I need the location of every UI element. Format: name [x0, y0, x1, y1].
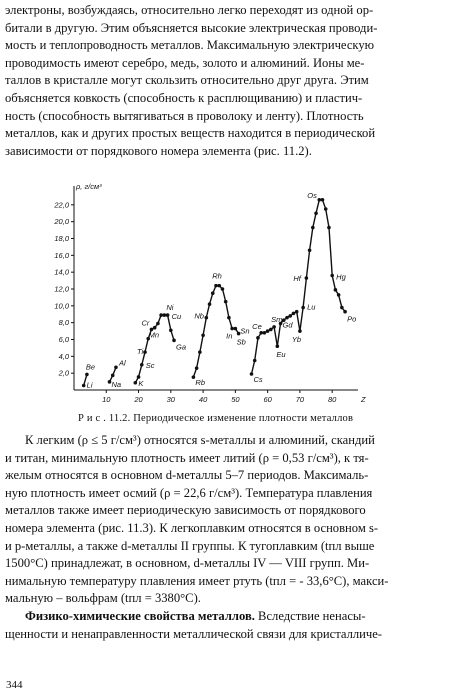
element-label: Os: [307, 190, 317, 200]
data-point: [143, 350, 147, 354]
text-line: 1500°С) принадлежат, в основном, d-металлы IV — VIII групп. Ми-: [5, 556, 370, 571]
element-label: Lu: [307, 302, 316, 312]
figure-caption: Р и с . 11.2. Периодическое изменение плотности металлов: [78, 413, 354, 424]
data-point: [301, 306, 305, 310]
element-label: Na: [111, 379, 122, 389]
data-point: [272, 325, 276, 329]
data-point: [214, 284, 218, 288]
data-point: [169, 328, 173, 332]
data-point: [285, 316, 289, 320]
element-label: Hf: [293, 274, 301, 284]
x-tick-label: 80: [328, 395, 337, 404]
text-line: проводимость имеют серебро, медь, золото и алюминий. Ионы ме-: [5, 55, 365, 70]
text-line: номера элемента (рис. 11.3). К легкоплавким относятся в основном s-: [5, 520, 379, 535]
data-point: [114, 365, 118, 369]
element-label: Cs: [253, 375, 263, 385]
text-line: и титан, минимальную плотность имеет литий (ρ = 0,53 г/см³), к тя-: [5, 450, 369, 465]
data-point: [292, 312, 296, 316]
data-point: [305, 276, 309, 280]
element-label: Be: [85, 362, 96, 372]
x-tick-label: 60: [263, 395, 272, 404]
data-point: [308, 248, 312, 252]
text-line: таллов в кристалле могут скользить относительно друг друга. Этим: [5, 73, 369, 88]
y-tick-label: 20,0: [54, 217, 69, 227]
y-tick-label: 12,0: [54, 284, 69, 294]
data-point: [217, 284, 221, 288]
data-point: [256, 336, 260, 340]
element-label: Cu: [171, 312, 182, 322]
data-point: [208, 302, 212, 306]
x-tick-label: 70: [295, 395, 305, 404]
data-point: [166, 313, 170, 317]
text-line: щенности и ненаправленности металлической связи для кристалличе-: [5, 626, 382, 641]
element-label: In: [226, 331, 233, 341]
data-point: [266, 329, 270, 333]
element-label: Cr: [141, 318, 150, 328]
data-point: [234, 327, 238, 331]
data-point: [205, 316, 209, 320]
element-label: Yb: [291, 335, 302, 345]
element-label: Sb: [236, 337, 246, 347]
data-point: [337, 293, 341, 297]
text-line: электроны, возбуждаясь, относительно легко переходят из одной ор-: [5, 3, 374, 17]
element-label: K: [138, 378, 144, 388]
text-line: ность (способность вытягиваться в проволоку и ленту). Плотность: [5, 108, 364, 123]
element-label: Sm: [271, 314, 283, 324]
y-tick-label: 14,0: [54, 267, 69, 277]
text-line: мость и теплопроводность металлов. Максимальную электрическую: [5, 38, 375, 53]
data-point: [314, 211, 318, 215]
text-line: и p-металлы, а также d-металлы II группы. К тугоплавким (tпл выше: [5, 538, 375, 553]
element-label: Rh: [212, 271, 222, 281]
element-label: Hg: [336, 272, 346, 282]
data-point: [276, 344, 280, 348]
y-tick-label: 2,0: [58, 368, 69, 378]
text-line: металлов также имеет периодическую зависимость от порядкового: [5, 503, 366, 518]
data-point: [321, 198, 325, 202]
data-point: [230, 327, 234, 331]
y-tick-label: 8,0: [58, 318, 69, 328]
element-label: Rb: [195, 378, 206, 388]
data-point: [156, 322, 160, 326]
paragraph-density: [5, 432, 449, 643]
data-point: [324, 207, 328, 211]
data-point: [134, 381, 138, 385]
data-point: [195, 366, 199, 370]
element-label: Ga: [176, 342, 187, 352]
text-line: объясняется ковкость (способность к расплющиванию) и пластич-: [5, 90, 363, 105]
data-point: [343, 310, 347, 314]
data-point: [288, 314, 292, 318]
data-point: [201, 333, 205, 337]
y-tick-label: 22,0: [54, 200, 69, 210]
section-heading: Физико-химические свойства металлов.: [25, 608, 255, 623]
element-label: Ti: [137, 347, 144, 357]
element-label: Po: [347, 314, 357, 324]
data-point: [253, 359, 257, 363]
element-label: Sc: [145, 360, 155, 370]
text-line: желым относятся в основном d-металлы 5–7 периодов. Максималь-: [5, 468, 369, 483]
series-line: [252, 200, 346, 374]
data-point: [317, 198, 321, 202]
data-point: [111, 374, 115, 378]
text-line: зависимости от порядкового номера элемента (рис. 11.2).: [5, 143, 312, 158]
text-line: К легким (ρ ≤ 5 г/см³) относятся s-металлы и алюминий, скандий: [25, 433, 375, 447]
text-line: битали в другую. Этим объясняется высокие электрическая проводи-: [5, 20, 378, 35]
x-tick-label: 20: [134, 395, 143, 404]
text-line: нимальную температуру плавления имеет ртуть (tпл = - 33,6°С), макси-: [5, 573, 389, 588]
y-tick-label: 10,0: [54, 301, 69, 311]
y-tick-label: 6,0: [58, 335, 69, 344]
y-tick-label: 16,0: [54, 250, 69, 260]
data-point: [163, 313, 167, 317]
paragraph-properties: [5, 2, 449, 160]
element-label: Mn: [148, 330, 160, 340]
density-chart: [40, 180, 370, 412]
data-point: [295, 310, 299, 314]
data-point: [159, 313, 163, 317]
data-point: [227, 316, 231, 320]
y-tick-label: 18,0: [54, 234, 69, 243]
data-point: [82, 384, 86, 388]
element-label: Al: [118, 358, 126, 368]
element-label: Eu: [276, 350, 286, 360]
page-number: 344: [6, 679, 23, 691]
data-point: [263, 331, 267, 335]
data-point: [269, 328, 273, 332]
data-point: [85, 373, 89, 377]
data-point: [298, 329, 302, 333]
data-point: [224, 300, 228, 304]
data-point: [340, 306, 344, 310]
element-label: Gd: [282, 320, 293, 330]
element-label: Nb: [194, 311, 204, 321]
element-label: Li: [86, 380, 93, 390]
y-axis-label: ρ, г/см³: [76, 182, 102, 191]
text-line: ную плотность имеет осмий (ρ = 22,6 г/см³). Температура плавления: [5, 485, 373, 500]
x-tick-label: 30: [166, 395, 175, 404]
data-point: [259, 331, 263, 335]
element-label: Ce: [252, 321, 262, 331]
text-line: металлов, как и других простых веществ находится в периодической: [5, 126, 376, 141]
data-point: [211, 291, 215, 295]
data-point: [140, 363, 144, 367]
data-point: [153, 326, 157, 330]
element-label: Ni: [166, 303, 174, 313]
element-label: Sn: [240, 326, 250, 336]
text-line: Физико-химические свойства металлов. Вследствие ненасы-: [25, 608, 366, 623]
data-point: [221, 287, 225, 291]
x-tick-label: 50: [231, 395, 240, 404]
x-tick-label: 10: [102, 395, 111, 404]
data-point: [311, 226, 315, 230]
x-axis-label: Z: [361, 395, 366, 404]
x-tick-label: 40: [198, 395, 208, 404]
data-point: [330, 274, 334, 278]
text-line: мальную – вольфрам (tпл = 3380°С).: [5, 591, 201, 606]
data-point: [327, 226, 331, 230]
data-point: [198, 350, 202, 354]
data-point: [334, 288, 338, 292]
y-tick-label: 4,0: [58, 351, 69, 361]
